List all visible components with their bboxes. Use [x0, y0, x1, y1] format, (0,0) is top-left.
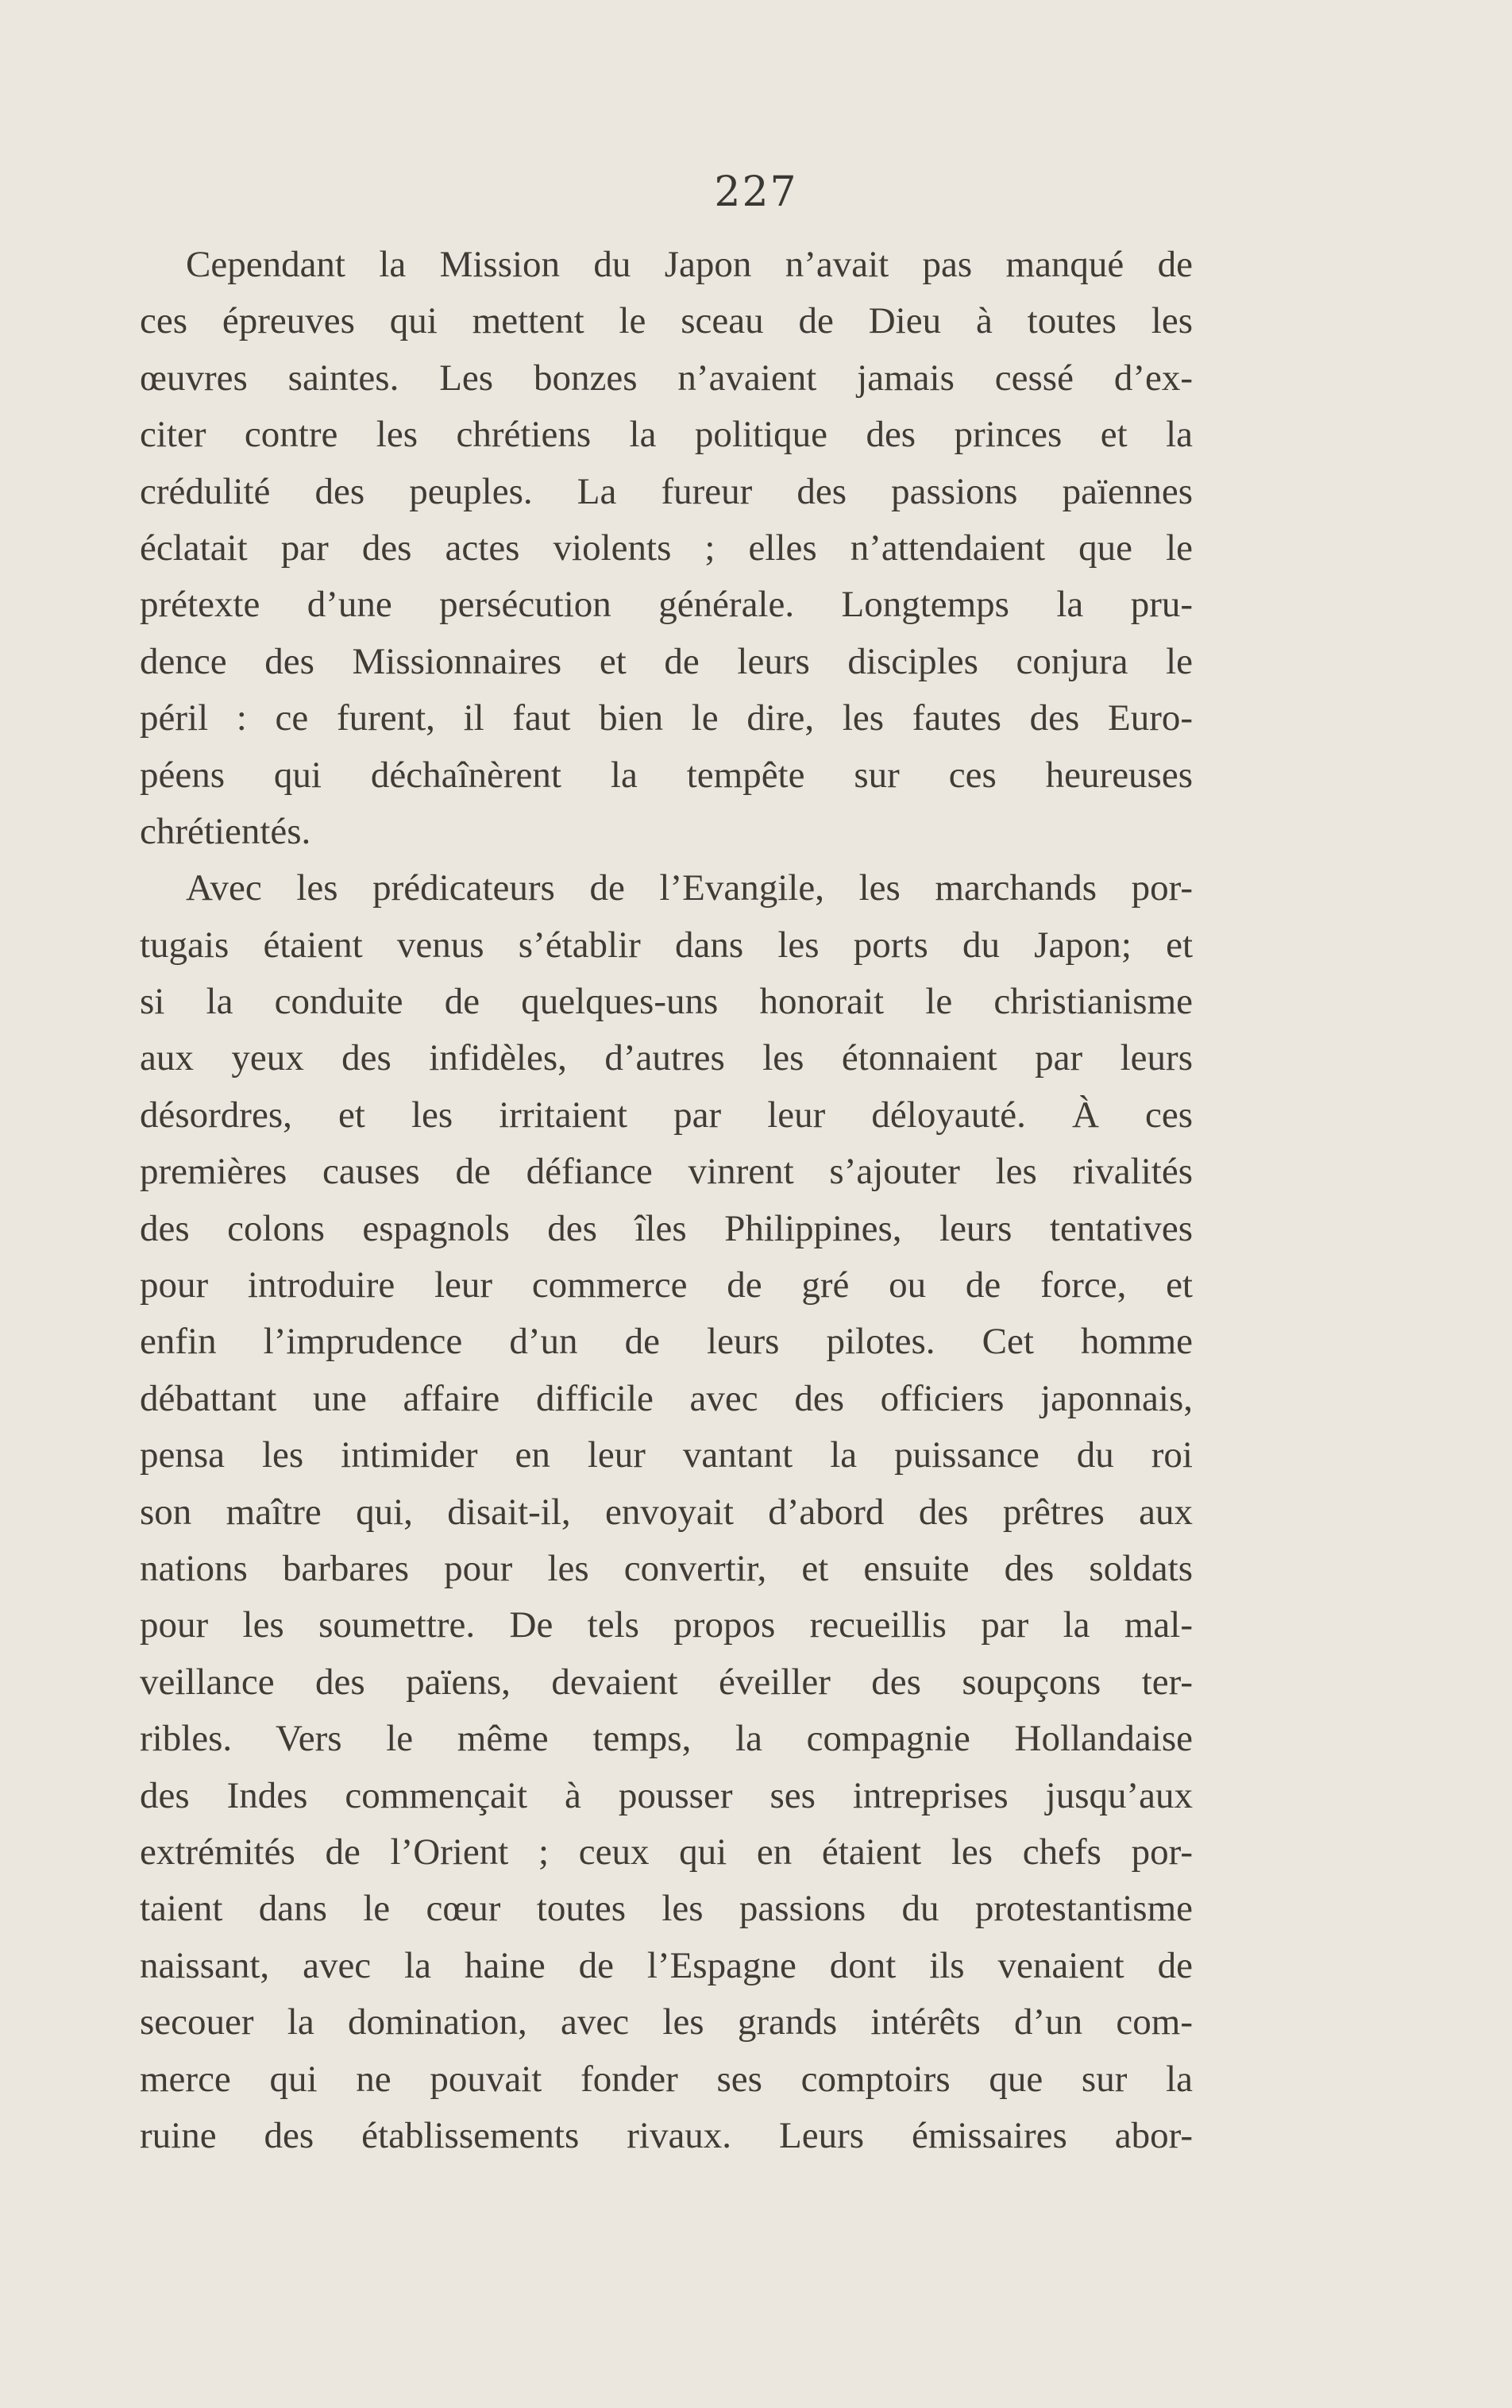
text-line: pour introduire leur commerce de gré ou de force, et: [140, 1264, 1193, 1306]
text-line: ribles. Vers le même temps, la compagnie Hollandaise: [140, 1718, 1193, 1760]
text-line: son maître qui, disait-il, envoyait d’abord des prêtres aux: [140, 1491, 1193, 1533]
text-line: veillance des païens, devaient éveiller des soupçons ter-: [140, 1661, 1193, 1703]
text-line: extrémités de l’Orient ; ceux qui en étaient les chefs por-: [140, 1831, 1193, 1873]
text-line: ces épreuves qui mettent le sceau de Dieu à toutes les: [140, 300, 1193, 342]
text-line: naissant, avec la haine de l’Espagne dont ils venaient de: [140, 1944, 1193, 1986]
text-line: pensa les intimider en leur vantant la puissance du roi: [140, 1434, 1193, 1476]
body-text: [140, 237, 1193, 2164]
text-line: dence des Missionnaires et de leurs disciples conjura le: [140, 640, 1193, 682]
text-line: chrétientés.: [140, 810, 311, 852]
text-line: des Indes commençait à pousser ses intreprises jusqu’aux: [140, 1774, 1193, 1816]
text-line: premières causes de défiance vinrent s’ajouter les rivalités: [140, 1151, 1193, 1193]
text-line: tugais étaient venus s’établir dans les ports du Japon; et: [140, 924, 1193, 966]
text-line: débattant une affaire difficile avec des officiers japonnais,: [140, 1377, 1193, 1419]
text-line: œuvres saintes. Les bonzes n’avaient jamais cessé d’ex-: [140, 357, 1193, 399]
text-line: nations barbares pour les convertir, et ensuite des soldats: [140, 1547, 1193, 1589]
text-line: merce qui ne pouvait fonder ses comptoirs que sur la: [140, 2058, 1193, 2100]
text-line: péril : ce furent, il faut bien le dire, les fautes des Euro-: [140, 697, 1193, 739]
page-number: 227: [714, 168, 798, 216]
text-line: des colons espagnols des îles Philippines, leurs tentatives: [140, 1207, 1193, 1249]
text-line: taient dans le cœur toutes les passions du protestantisme: [140, 1888, 1193, 1930]
text-line: pour les soumettre. De tels propos recueillis par la mal-: [140, 1604, 1193, 1646]
text-line: aux yeux des infidèles, d’autres les étonnaient par leurs: [140, 1037, 1193, 1079]
text-line: crédulité des peuples. La fureur des passions païennes: [140, 470, 1193, 512]
text-line: Cependant la Mission du Japon n’avait pas manqué de: [186, 244, 1193, 285]
text-line: péens qui déchaînèrent la tempête sur ces heureuses: [140, 754, 1193, 796]
text-line: éclatait par des actes violents ; elles n’attendaient que le: [140, 527, 1193, 569]
text-line: enfin l’imprudence d’un de leurs pilotes. Cet homme: [140, 1321, 1193, 1363]
text-line: secouer la domination, avec les grands intérêts d’un com-: [140, 2001, 1193, 2043]
text-line: prétexte d’une persécution générale. Longtemps la pru-: [140, 584, 1193, 626]
text-line: Avec les prédicateurs de l’Evangile, les marchands por-: [186, 867, 1193, 909]
text-line: ruine des établissements rivaux. Leurs émissaires abor-: [140, 2114, 1193, 2156]
text-line: désordres, et les irritaient par leur déloyauté. À ces: [140, 1094, 1193, 1136]
text-line: citer contre les chrétiens la politique des princes et la: [140, 414, 1193, 456]
text-line: si la conduite de quelques-uns honorait le christianisme: [140, 981, 1193, 1023]
